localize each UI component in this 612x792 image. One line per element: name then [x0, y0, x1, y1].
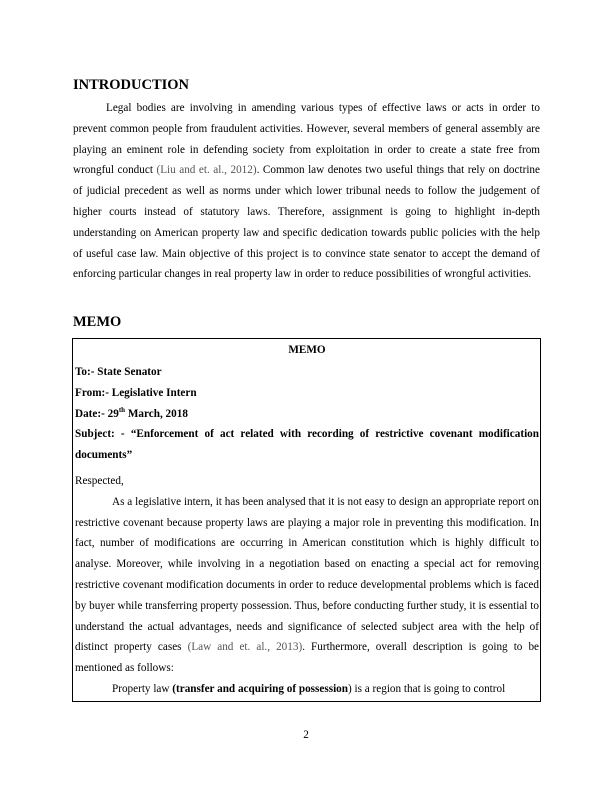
memo-paragraph-1-citation: (Law and et. al., 2013): [187, 641, 303, 654]
intro-citation: (Liu and et. al., 2012): [156, 164, 257, 177]
memo-to: To:- State Senator: [75, 366, 162, 378]
memo-date-prefix: Date:- 29: [75, 407, 119, 420]
intro-text-start: Legal bodies are involving in amending various types of effective laws or acts in order to prevent common people from fraudulent activities. However, several members of general assembly are playing an eminent role in defending society from exploitation in order to create a state free from wrongful conduct: [73, 102, 540, 177]
memo-greeting: Respected,: [75, 474, 124, 487]
memo-subject: Subject: - “Enforcement of act related with recording of restrictive covenant modification documents”: [75, 428, 539, 462]
memo-box-title: MEMO: [288, 344, 326, 356]
memo-heading: MEMO: [73, 314, 122, 330]
memo-date: [75, 404, 539, 425]
memo-paragraph-1-end: . Furthermore, overall description is going to be mentioned as follows:: [75, 641, 539, 675]
memo-paragraph-2: [75, 679, 539, 700]
introduction-heading: INTRODUCTION: [73, 77, 190, 93]
page-number: 2: [303, 729, 309, 741]
introduction-paragraph: [73, 98, 540, 285]
memo-paragraph-2-text: Property law: [112, 682, 173, 695]
intro-text-end: . Common law denotes two useful things that rely on doctrine of judicial precedent as well as norms under which lower tribunal needs to follow the judgement of higher courts instead of statutory laws. Therefore, assignment is going to highlight in-depth understanding on American property law and specific dedication towards public policies with the help of useful case law. Main objective of this project is to convince state senator to accept the demand of enforcing particular changes in real property law in order to reduce possibilities of wrongful activities.: [73, 164, 540, 281]
memo-paragraph-1: [75, 492, 539, 679]
memo-box: [72, 338, 541, 702]
memo-date-superscript: th: [118, 405, 126, 414]
memo-from: From:- Legislative Intern: [75, 386, 197, 399]
memo-paragraph-2-bold: (transfer and acquiring of possession: [172, 682, 348, 695]
memo-paragraph-1-text: As a legislative intern, it has been analysed that it is not easy to design an appropriate report on restrictive covenant because property laws are playing a major role in preventing this modification. In fact, number of modifications are occurring in American constitution which is highly difficult to analyse. Moreover, while involving in a negotiation based on enacting a special act for removing restrictive covenant modification documents in order to reduce developmental problems which is faced by buyer while transferring property possession. Thus, before conducting further study, it is essential to understand the actual advantages, needs and significance of selected subject area with the help of distinct property cases: [75, 495, 539, 654]
memo-paragraph-2-end: ) is a region that is going to control: [348, 682, 506, 695]
memo-date-suffix: March, 2018: [125, 407, 188, 420]
